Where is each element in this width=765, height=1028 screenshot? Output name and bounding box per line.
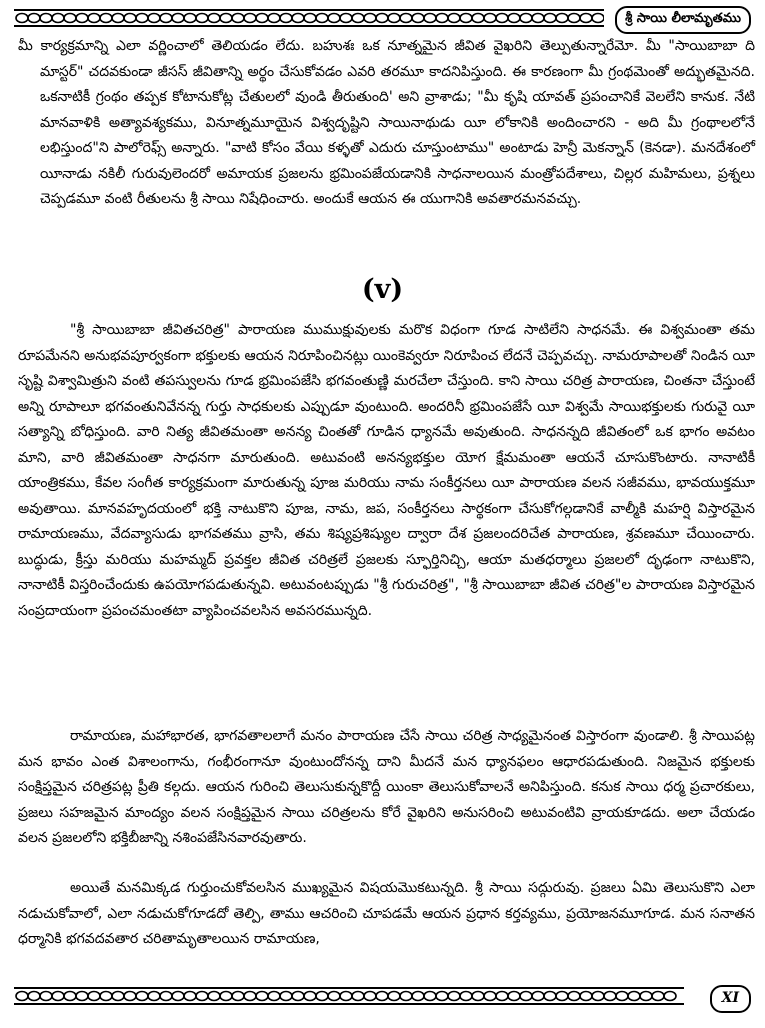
paragraph-1: మీ కార్యక్రమాన్ని ఎలా వర్ణించాలో తెలియడం లేదు. బహుశః ఒక నూత్నమైన జీవిత వైఖరిని తెల్పుతున్నారేమో. మీ "సాయిబాబా ది మాస్టర్" చదవకుండా జీసస్ జీవితాన్ని అర్థం చేసుకోవడం ఎవరి తరమూ కాదనిపిస్తుంది. ఈ కారణంగా మీ గ్రంథమెంతో అద్భుతమైనది. ఒకనాటికీ గ్రంథం తప్పక కోటానుకోట్ల చేతులలో వుండి తీరుతుంది' అని వ్రాశాడు; "మీ కృషి యావత్ ప్రపంచానికే వెలలేని కానుక. నేటి మానవాళికి అత్యావశ్యకము, వినూత్నమూయైన విశ్వదృష్టిని సాయినాథుడు యీ లోకానికి అందించారని - అది మీ గ్రంథాలలోనే లభిస్తుంద"ని పాలోరెఫ్స్ అన్నారు. "వాటి కోసం వేయి కళ్ళతో ఎదురు చూస్తుంటాము" అంటాడు హెన్రీ మెకన్నాన్ (కెనడా). మనదేశంలో యీనాడు నకిలీ గురువులెందరో అమాయక ప్రజలను భ్రమింపజేయడానికి సాధనాలయిన మంత్రోపదేశాలు, చిల్లర మహిమలు, ప్రశ్నలు చెప్పడమూ వంటి రీతులను శ్రీ సాయి నిషేధించారు. అందుకే ఆయన ఈ యుగానికి అవతారమనవచ్చు. [18, 38, 755, 207]
decorative-border-icon [14, 987, 684, 1005]
running-header-title: శ్రీ సాయి లీలామృతము [615, 6, 751, 34]
paragraph-3: రామాయణ, మహాభారత, భాగవతాలలాగే మనం పారాయణ చేసే సాయి చరిత్ర సాధ్యమైనంత విస్తారంగా వుండాలి. శ్రీ సాయిపట్ల మన భావం ఎంత విశాలంగాను, గంభీరంగానూ వుంటుందోనన్న దాని మీదనే మన ధ్యానఫలం ఆధారపడుతుంది. నిజమైన భక్తులకు సంక్షిప్తమైన చరిత్రపట్ల ప్రీతి కల్గదు. ఆయన గురించి తెలుసుకున్నకొద్దీ యింకా తెలుసుకోవాలనే అనిపిస్తుంది. కనుక సాయి ధర్మ ప్రచారకులు, ప్రజలు సహజమైన మాంద్యం వలన సంక్షిప్తమైన సాయి చరిత్రలను కోరే వైఖరిని అనుసరించి అటువంటివి వ్రాయకూడదు. అలా చేయడం వలన ప్రజలలోని భక్తిబీజాన్ని నశింపజేసినవారవుతారు. [18, 728, 755, 846]
page-header [14, 6, 751, 32]
section-heading: (v) [361, 274, 404, 305]
paragraph-4: అయితే మనమిక్కడ గుర్తుంచుకోవలసిన ముఖ్యమైన విషయమొకటున్నది. శ్రీ సాయి సద్గురువు. ప్రజలు ఏమి తెలుసుకొని ఎలా నడుచుకోవాలో, ఎలా నడుచుకోగూడదో తెల్పి, తాము ఆచరించి చూపడమే ఆయన ప్రధాన కర్తవ్యము, ప్రయోజనమూగూడ. మన సనాతన ధర్మానికి భగవదవతార చరితామృతాలయిన రామాయణ, [18, 880, 755, 947]
page-number: XI [710, 985, 751, 1013]
page-footer [14, 985, 751, 1013]
decorative-border-icon [14, 9, 604, 27]
paragraph-2: "శ్రీ సాయిబాబా జీవితచరిత్ర" పారాయణ ముముక్షువులకు మరొక విధంగా గూడ సాటిలేని సాధనమే. ఈ విశ్వమంతా తమ రూపమేనని అనుభవపూర్వకంగా భక్తులకు ఆయన నిరూపించినట్లు యింకెవ్వరూ నిరూపించ లేదనే చెప్పవచ్చు. నామరూపాలతో నిండిన యీ సృష్టి విశ్వామిత్రుని వంటి తపస్వులను గూడ భ్రమింపజేసి భగవంతుణ్ణి మరచేలా చేస్తుంది. కాని సాయి చరిత్ర పారాయణ, చింతనా చేస్తుంటే అన్ని రూపాలూ భగవంతునివేనన్న గుర్తు సాధకులకు ఎప్పుడూ వుంటుంది. అందరినీ భ్రమింపజేసే యీ విశ్వమే సాయిభక్తులకు గురువై యీ సత్యాన్ని బోధిస్తుంది. వారి నిత్య జీవితమంతా అనన్య చింతతో గూడిన ధ్యానమే అవుతుంది. సాధనన్నది జీవితంలో ఒక భాగం అవటం మాని, వారి జీవితమంతా సాధనగా మారుతుంది. అటువంటి అనన్యభక్తుల యోగ క్షేమమంతా ఆయనే చూసుకొంటారు. నానాటికీ యాంత్రికము, కేవల సంగీత కార్యక్రమంగా మారుతున్న పూజ మరియు నామ సంకీర్తనలు యీ పారాయణ వలన సజీవము, భావయుక్తమూ అవుతాయి. మానవహృదయంలో భక్తి నాటుకొని పూజ, నామ, జప, సంకీర్తనలు సార్థకంగా చేసుకోగల్గడానికే వాల్మీకి మహర్షి విస్తారమైన రామాయణము, వేదవ్యాసుడు భాగవతము వ్రాసి, తమ శిష్యప్రశిష్యుల ద్వారా దేశ ప్రజలందరిచేత పారాయణ, శ్రవణమూ చేయించారు. బుద్ధుడు, క్రీస్తు మరియు మహమ్మద్ ప్రవక్తల జీవిత చరిత్రలే ప్రజలకు స్ఫూర్తినిచ్చి, ఆయా మతధర్మాలు ప్రజలలో దృఢంగా నాటుకొని, నానాటికీ విస్తరించేందుకు ఉపయోగపడుతున్నవి. అటువంటప్పుడు "శ్రీ గురుచరిత్ర", "శ్రీ సాయిబాబా జీవిత చరిత్ర"ల పారాయణ విస్తారమైన సంప్రదాయంగా ప్రపంచమంతటా వ్యాపించవలసిన అవసరమున్నది. [18, 322, 755, 619]
